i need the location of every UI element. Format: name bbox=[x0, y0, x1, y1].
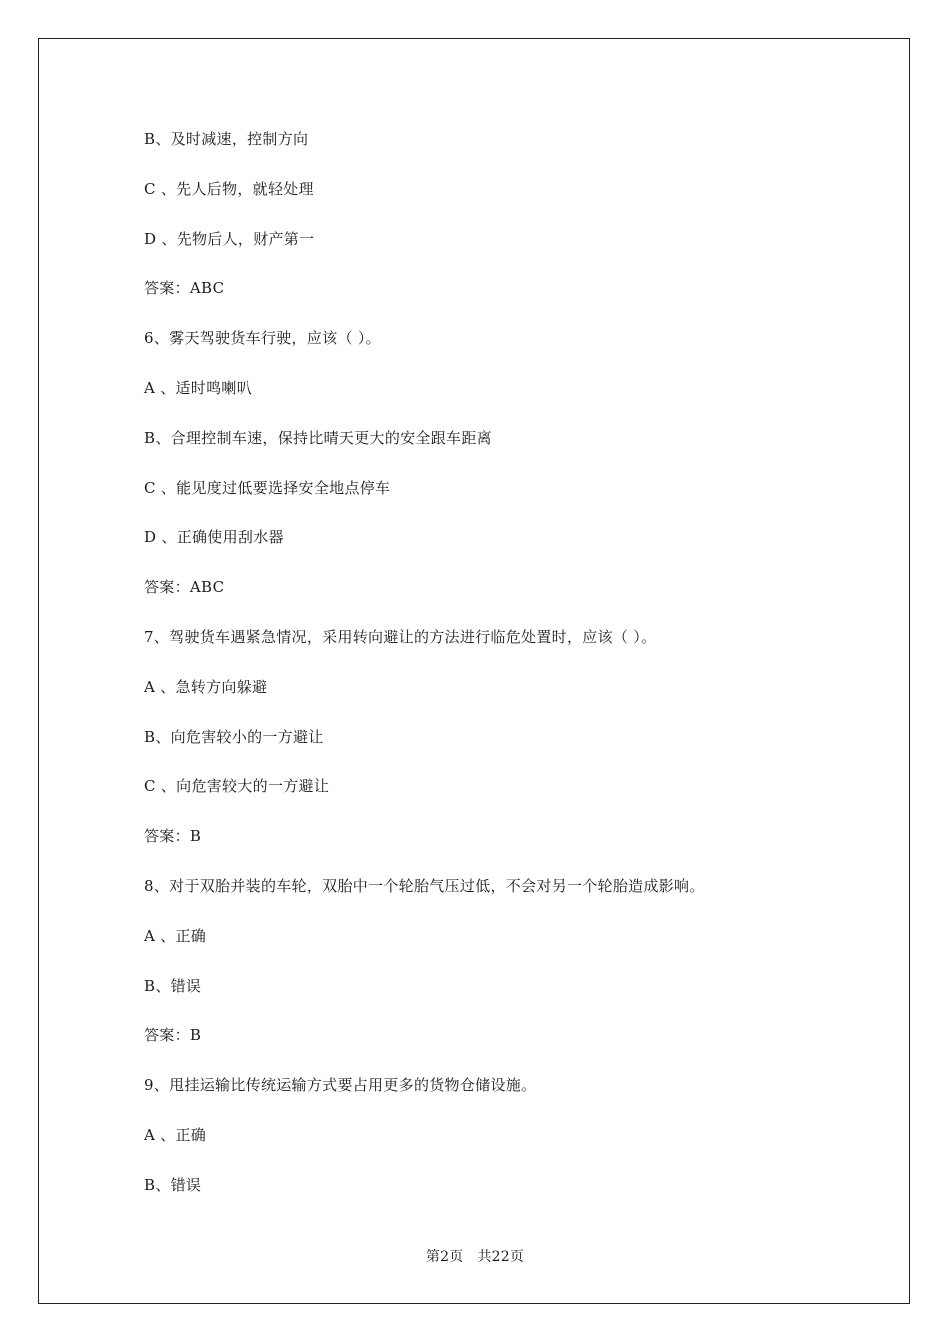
option-b-q6: B、合理控制车速，保持比晴天更大的安全跟车距离 bbox=[144, 428, 492, 447]
option-d-q6: D 、正确使用刮水器 bbox=[144, 528, 284, 547]
answer-q8: 答案：B bbox=[144, 1026, 202, 1045]
answer-q7: 答案：B bbox=[144, 827, 202, 846]
option-c-q5: C 、先人后物，就轻处理 bbox=[144, 179, 314, 198]
option-a-q9: A 、正确 bbox=[144, 1125, 207, 1144]
page-number: 第2页 bbox=[425, 1249, 464, 1265]
question-9: 9、甩挂运输比传统运输方式要占用更多的货物仓储设施。 bbox=[144, 1076, 537, 1095]
page-total: 共22页 bbox=[477, 1249, 525, 1265]
option-a-q8: A 、正确 bbox=[144, 926, 207, 945]
question-content bbox=[144, 127, 844, 1223]
question-7: 7、驾驶货车遇紧急情况，采用转向避让的方法进行临危处置时，应该（ ）。 bbox=[144, 627, 657, 646]
question-8: 8、对于双胎并装的车轮，双胎中一个轮胎气压过低，不会对另一个轮胎造成影响。 bbox=[144, 876, 705, 895]
question-6: 6、雾天驾驶货车行驶，应该（ ）。 bbox=[144, 329, 381, 348]
option-c-q7: C 、向危害较大的一方避让 bbox=[144, 777, 330, 796]
option-d-q5: D 、先物后人，财产第一 bbox=[144, 229, 315, 248]
answer-q5: 答案：ABC bbox=[144, 279, 225, 298]
option-a-q7: A 、急转方向躲避 bbox=[144, 677, 268, 696]
option-c-q6: C 、能见度过低要选择安全地点停车 bbox=[144, 478, 391, 497]
option-a-q6: A 、适时鸣喇叭 bbox=[144, 378, 253, 397]
option-b-q5: B、及时减速，控制方向 bbox=[144, 130, 309, 148]
page-footer bbox=[0, 1247, 950, 1267]
option-b-q8: B、错误 bbox=[144, 976, 202, 995]
option-b-q7: B、向危害较小的一方避让 bbox=[144, 727, 324, 746]
answer-q6: 答案：ABC bbox=[144, 578, 225, 597]
option-b-q9: B、错误 bbox=[144, 1175, 202, 1194]
